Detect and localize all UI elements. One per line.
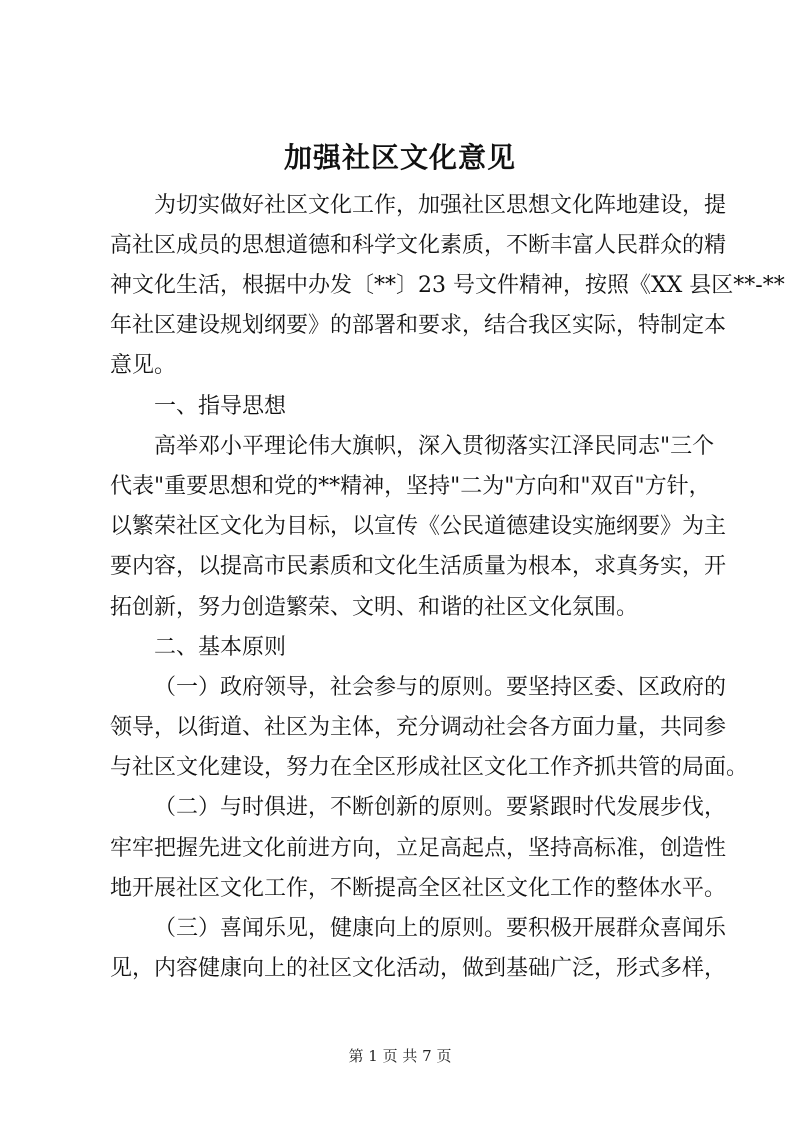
paragraph-line: （二）与时俱进，不断创新的原则。要紧跟时代发展步伐， [154,795,727,820]
paragraph-line: 拓创新，努力创造繁荣、文明、和谐的社区文化氛围。 [110,595,639,620]
document-title: 加强社区文化意见 [283,141,516,174]
paragraph-line: 意见。 [110,353,177,378]
paragraph-line: 领导，以街道、社区为主体，充分调动社会各方面力量，共同参 [110,715,727,740]
paragraph-line: 与社区文化建设，努力在全区形成社区文化工作齐抓共管的局面。 [110,755,749,780]
paragraph-line: 代表"重要思想和党的**精神，坚持"二为"方向和"双百"方针， [110,474,711,499]
paragraph-line: 地开展社区文化工作，不断提高全区社区文化工作的整体水平。 [110,876,727,901]
paragraph-line: 牢牢把握先进文化前进方向，立足高起点，坚持高标准，创造性 [110,836,727,861]
section-heading: 一、指导思想 [154,394,287,419]
page-number-footer: 第 1 页 共 7 页 [348,1047,452,1065]
paragraph-line: 高社区成员的思想道德和科学文化素质，不断丰富人民群众的精 [110,233,727,258]
paragraph-line: 神文化生活，根据中办发〔**〕23 号文件精神，按照《XX 县区**-** [110,273,785,298]
paragraph-line: （三）喜闻乐见，健康向上的原则。要积极开展群众喜闻乐 [154,916,727,941]
paragraph-line: 要内容，以提高市民素质和文化生活质量为根本，求真务实，开 [110,554,727,579]
paragraph-line: （一）政府领导，社会参与的原则。要坚持区委、区政府的 [154,675,727,700]
paragraph-line: 以繁荣社区文化为目标，以宣传《公民道德建设实施纲要》为主 [110,514,727,539]
paragraph-line: 为切实做好社区文化工作，加强社区思想文化阵地建设，提 [154,193,727,218]
paragraph-line: 见，内容健康向上的社区文化活动，做到基础广泛，形式多样， [110,956,727,981]
section-heading: 二、基本原则 [154,635,287,660]
paragraph-line: 年社区建设规划纲要》的部署和要求，结合我区实际，特制定本 [110,313,727,338]
paragraph-line: 高举邓小平理论伟大旗帜，深入贯彻落实江泽民同志"三个 [154,434,715,459]
